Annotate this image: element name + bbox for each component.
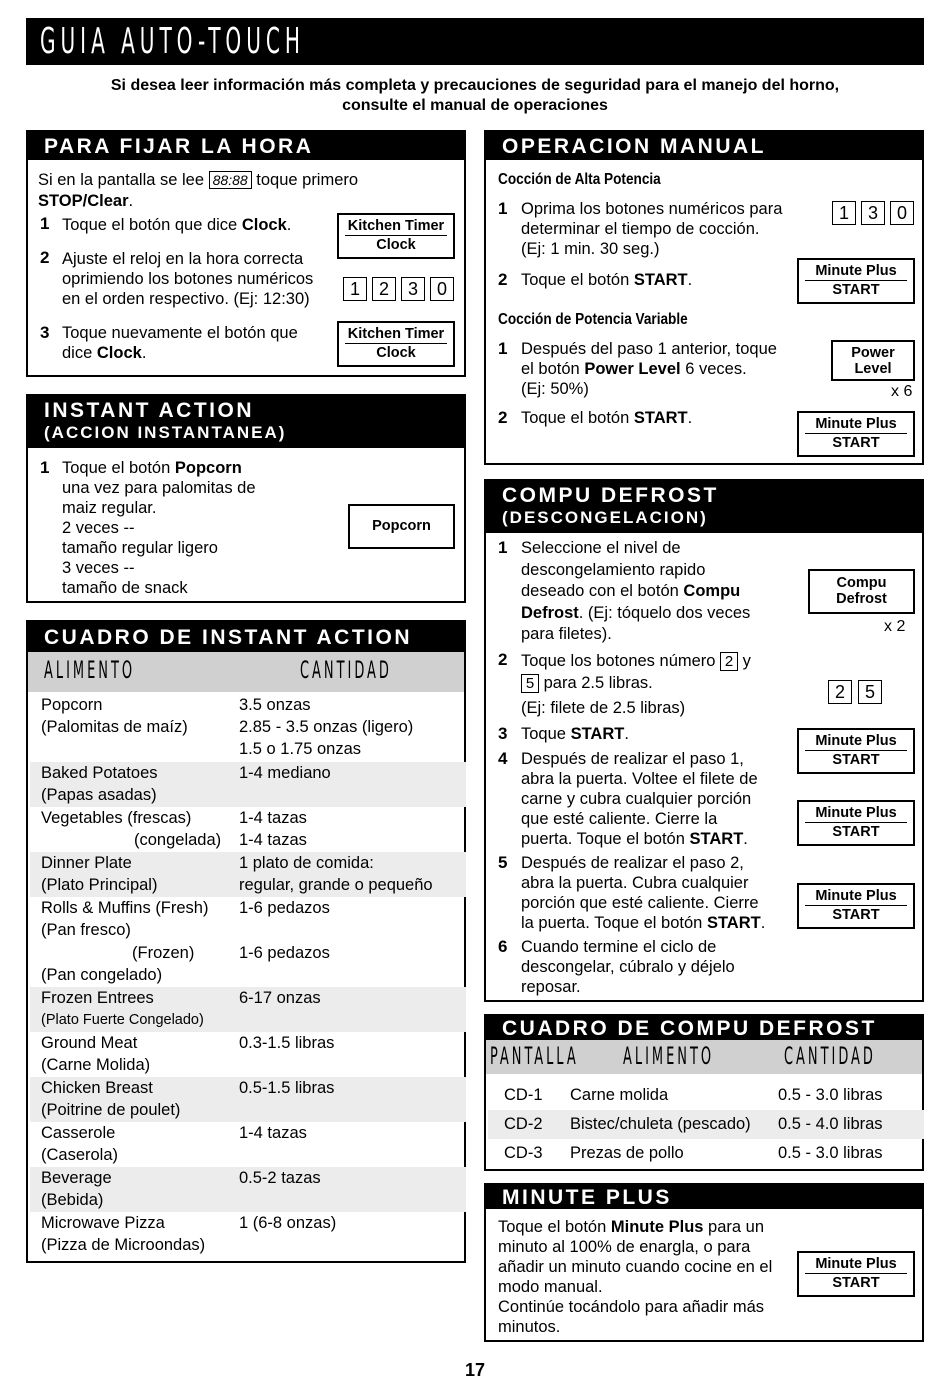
compu-label: Compu	[683, 582, 741, 601]
instant-l7: tamaño de snack	[62, 579, 188, 597]
food-name-es: (Pan congelado)	[41, 966, 163, 984]
step-number: 5	[498, 853, 508, 872]
manual-operation-section	[484, 130, 924, 465]
manual-s1-l1: Oprima los botones numéricos para	[521, 200, 783, 218]
inline-key-2: 2	[720, 652, 738, 671]
food-name: Dinner Plate	[41, 854, 132, 872]
manual-v2-text: Toque el botón	[521, 409, 630, 427]
kitchen-timer-clock-button[interactable]	[337, 213, 455, 259]
power-level-label: Power Level	[584, 360, 681, 378]
press-count: x 2	[884, 618, 906, 635]
defrost-s5-l2: abra la puerta. Cubra cualquier	[521, 874, 749, 892]
table-row	[30, 987, 466, 1032]
instant-l2: una vez para palomitas de	[62, 479, 256, 497]
food-name: (Frozen)	[132, 944, 195, 962]
defrost-s3-text: Toque	[521, 725, 566, 743]
clock-step3: Toque nuevamente el botón que dice Clock.	[62, 324, 298, 362]
popcorn-button[interactable]: Popcorn	[348, 504, 455, 549]
step-number: 6	[498, 937, 508, 956]
manual-s1-l3: (Ej: 1 min. 30 seg.)	[521, 240, 660, 258]
cd-code: CD-3	[504, 1144, 543, 1162]
instant-action-header	[28, 396, 464, 448]
button-top-label: Minute Plus	[805, 804, 907, 823]
number-key-0[interactable]: 0	[430, 277, 454, 301]
button-bottom-label: START	[832, 824, 880, 840]
manual-v1-l2: el botón	[521, 360, 580, 378]
press-count: x 6	[891, 383, 913, 400]
table-row	[488, 1081, 924, 1110]
instant-step1	[62, 458, 256, 598]
quantity: 1-4 tazas	[239, 1124, 307, 1142]
quantity: 0.3-1.5 libras	[239, 1034, 335, 1052]
button-bottom-label: START	[832, 752, 880, 768]
quantity: 1.5 o 1.75 onzas	[239, 740, 362, 758]
step-number: 1	[498, 339, 508, 358]
food-name-es: (Caserola)	[41, 1146, 119, 1164]
food-name-es: (congelada)	[134, 831, 222, 849]
defrost-step5: Después de realizar el paso 2, abra la puerta. Cubra cualquier porción que esté caliente. Cierre la puerta. Toque el botón START.	[521, 854, 766, 932]
step-number: 1	[498, 538, 508, 557]
defrost-s2-y: y	[742, 652, 751, 670]
clock-label: Clock	[96, 344, 142, 362]
table-row	[488, 1139, 924, 1168]
defrost-step4: Después de realizar el paso 1, abra la puerta. Voltee el filete de carne y cubra cualquier porción que esté caliente. Cierre la puerta. Toque el botón START.	[521, 750, 758, 848]
cd-qty: 0.5 - 3.0 libras	[778, 1086, 883, 1104]
clock-step2-l2: oprimiendo los botones numéricos	[62, 270, 314, 288]
step-number: 2	[498, 408, 508, 427]
defrost-s4-l4: que esté caliente. Cierre la	[521, 810, 718, 828]
manual-sec1-title: Cocción de Alta Potencia	[498, 171, 661, 188]
instant-l1: Toque el botón	[62, 459, 171, 477]
start-label: START	[689, 830, 744, 848]
button-top-label: Compu	[836, 575, 887, 591]
instant-l3: maiz regular.	[62, 499, 157, 517]
number-key-3[interactable]: 3	[861, 201, 885, 225]
food-name: Rolls & Muffins (Fresh)	[41, 899, 209, 917]
cd-code: CD-1	[504, 1086, 543, 1104]
button-bottom-label: START	[832, 435, 880, 451]
clock-step2-l1: Ajuste el reloj en la hora correcta	[62, 250, 304, 268]
power-level-button[interactable]	[831, 340, 915, 381]
food-name-es: (Pizza de Microondas)	[41, 1236, 206, 1254]
clock-intro	[38, 170, 358, 190]
mp-l1c: para un	[708, 1218, 765, 1236]
mp-l4: modo manual.	[498, 1278, 603, 1296]
food-name-es: (Papas asadas)	[41, 786, 157, 804]
defrost-step6	[521, 937, 735, 997]
manual-step1	[521, 199, 782, 259]
step-number: 3	[40, 323, 50, 342]
manual-var-step1	[521, 339, 777, 399]
table-row	[30, 1077, 466, 1122]
manual-var-step2: Toque el botón START.	[521, 409, 693, 427]
quantity: 0.5-1.5 libras	[239, 1079, 335, 1097]
defrost-step1	[521, 538, 750, 646]
mp-l5: Continúe tocándolo para añadir más	[498, 1298, 765, 1316]
table-row	[30, 897, 466, 987]
minute-plus-start-button[interactable]	[797, 258, 915, 304]
clock-step2-l3: en el orden respectivo. (Ej: 12:30)	[62, 290, 310, 308]
food-name: Chicken Breast	[41, 1079, 153, 1097]
manual-v1-l2c: 6 veces.	[685, 360, 747, 378]
table-row	[30, 694, 466, 762]
mp-l2: minuto al 100% de enargla, o para	[498, 1238, 751, 1256]
cd-qty: 0.5 - 3.0 libras	[778, 1144, 883, 1162]
button-top-label: Power	[851, 345, 895, 361]
button-top-label: Minute Plus	[805, 1255, 907, 1274]
clock-section	[26, 130, 466, 377]
step-number: 1	[498, 199, 508, 218]
instant-action-title: INSTANT ACTION	[44, 399, 254, 422]
number-key-1[interactable]: 1	[832, 201, 856, 225]
minute-plus-start-button[interactable]	[797, 800, 915, 846]
button-bottom-label: START	[832, 907, 880, 923]
button-top-label: Minute Plus	[805, 732, 907, 751]
clock-intro-text: Si en la pantalla se lee	[38, 171, 205, 189]
defrost-s1-l4: . (Ej: tóquelo dos veces	[578, 603, 751, 622]
clock-step3-l1: Toque nuevamente el botón que	[62, 324, 298, 342]
defrost-s6-l1: Cuando termine el ciclo de	[521, 938, 717, 956]
table-row	[30, 1212, 466, 1257]
number-key-2[interactable]: 2	[828, 680, 852, 704]
table-row	[30, 807, 466, 852]
button-top-label: Kitchen Timer	[345, 325, 447, 344]
minute-plus-start-button[interactable]	[797, 1251, 915, 1297]
button-top-label: Kitchen Timer	[345, 217, 447, 236]
step-number: 2	[498, 650, 508, 669]
quantity: 1-4 mediano	[239, 764, 331, 782]
stop-clear-label: STOP/Clear	[38, 192, 129, 210]
start-label: START	[706, 914, 761, 932]
clock-header: PARA FIJAR LA HORA	[28, 132, 464, 160]
defrost-label: Defrost	[521, 603, 579, 622]
defrost-s6-l3: reposar.	[521, 978, 581, 996]
table-row	[30, 1122, 466, 1167]
button-bottom-label: Defrost	[836, 591, 887, 607]
instant-l4: 2 veces --	[62, 519, 135, 537]
step-number: 1	[40, 458, 50, 477]
quantity: 2.85 - 3.5 onzas (ligero)	[239, 718, 414, 736]
defrost-s1-l2: descongelamiento rapido	[521, 560, 706, 579]
food-name-es: (Plato Fuerte Congelado)	[41, 1012, 204, 1028]
minute-plus-label: Minute Plus	[610, 1218, 704, 1236]
col-alimento: ALIMENTO	[623, 1042, 715, 1070]
food-name-es: (Bebida)	[41, 1191, 104, 1209]
clock-intro-stop: STOP/Clear.	[38, 192, 134, 210]
clock-step1-text: Toque el botón que dice	[62, 216, 238, 234]
button-top-label: Minute Plus	[805, 415, 907, 434]
step-number: 1	[40, 214, 50, 233]
step-number: 2	[498, 270, 508, 289]
quantity: 0.5-2 tazas	[239, 1169, 321, 1187]
cd-food: Carne molida	[570, 1086, 669, 1104]
col-pantalla: PANTALLA	[490, 1042, 579, 1070]
col-cantidad: CANTIDAD	[300, 656, 392, 684]
quantity: regular, grande o pequeño	[239, 876, 433, 894]
table-column-header	[28, 652, 464, 692]
instant-action-subtitle: (ACCION INSTANTANEA)	[44, 423, 287, 442]
food-name-es: (Plato Principal)	[41, 876, 158, 894]
table-row	[30, 852, 466, 897]
table-row	[30, 1167, 466, 1212]
inline-key-5: 5	[521, 674, 539, 693]
button-bottom-label: START	[832, 1275, 880, 1291]
mp-l3: añadir un minuto cuando cocine en el	[498, 1258, 773, 1276]
food-name: Baked Potatoes	[41, 764, 158, 782]
button-bottom-label: START	[832, 282, 880, 298]
defrost-s2-l3: (Ej: filete de 2.5 libras)	[521, 699, 686, 717]
cd-column-header	[486, 1040, 922, 1074]
minute-plus-start-button[interactable]	[797, 883, 915, 929]
food-name: Ground Meat	[41, 1034, 138, 1052]
quantity: 3.5 onzas	[239, 696, 311, 714]
defrost-step3: Toque START.	[521, 725, 629, 743]
food-name-es: (Palomitas de maíz)	[41, 718, 188, 736]
minute-plus-text	[498, 1217, 772, 1337]
clock-step1: Toque el botón que dice Clock.	[62, 216, 292, 234]
manual-step2: Toque el botón START.	[521, 271, 693, 289]
button-top-label: Minute Plus	[805, 262, 907, 281]
mp-l6: minutos.	[498, 1318, 561, 1336]
food-name-es: (Pan fresco)	[41, 921, 131, 939]
subtitle	[26, 76, 924, 116]
instant-l5: tamaño regular ligero	[62, 539, 218, 557]
manual-header: OPERACION MANUAL	[486, 132, 922, 160]
minute-plus-start-button[interactable]	[797, 728, 915, 774]
step-number: 4	[498, 749, 508, 768]
compu-defrost-table	[484, 1014, 924, 1171]
mp-l1: Toque el botón	[498, 1218, 607, 1236]
button-bottom-label: Level	[854, 361, 892, 377]
defrost-s4-l1: Después de realizar el paso 1,	[521, 750, 744, 768]
defrost-title: COMPU DEFROST	[502, 484, 719, 507]
cd-code: CD-2	[504, 1115, 543, 1133]
cd-qty: 0.5 - 4.0 libras	[778, 1115, 883, 1133]
quantity: 1-6 pedazos	[239, 899, 330, 917]
number-key-3[interactable]: 3	[401, 277, 425, 301]
instant-action-section	[26, 394, 466, 603]
start-label: START	[633, 271, 688, 289]
number-key-2[interactable]: 2	[372, 277, 396, 301]
food-name: Casserole	[41, 1124, 116, 1142]
page-title: GUIA AUTO-TOUCH	[40, 21, 305, 62]
instant-action-table	[26, 620, 466, 1263]
defrost-s4-l5: puerta. Toque el botón	[521, 830, 685, 848]
food-name: Vegetables (frescas)	[41, 809, 192, 827]
food-name: Beverage	[41, 1169, 112, 1187]
food-name-es: (Poitrine de poulet)	[41, 1101, 181, 1119]
food-name: Microwave Pizza	[41, 1214, 165, 1232]
quantity: 6-17 onzas	[239, 989, 321, 1007]
manual-s2-text: Toque el botón	[521, 271, 630, 289]
food-name-es: (Carne Molida)	[41, 1056, 151, 1074]
manual-sec2-title: Cocción de Potencia Variable	[498, 311, 688, 328]
start-label: START	[570, 725, 625, 743]
manual-v1-l1: Después del paso 1 anterior, toque	[521, 340, 777, 358]
quantity: 1 plato de comida:	[239, 854, 374, 872]
page-number: 17	[464, 1360, 486, 1377]
col-cantidad: CANTIDAD	[784, 1042, 876, 1070]
defrost-s5-l3: porción que esté caliente. Cierre	[521, 894, 759, 912]
defrost-s4-l2: abra la puerta. Voltee el filete de	[521, 770, 758, 788]
clock-label: Clock	[241, 216, 287, 234]
defrost-s5-l4: la puerta. Toque el botón	[521, 914, 703, 932]
defrost-s4-l3: carne y cubra cualquier porción	[521, 790, 752, 808]
cd-table-header: CUADRO DE COMPU DEFROST	[486, 1016, 922, 1040]
manual-s1-l2: determinar el tiempo de cocción.	[521, 220, 760, 238]
popcorn-label: Popcorn	[174, 459, 242, 477]
cd-food: Prezas de pollo	[570, 1144, 684, 1162]
button-top-label: Minute Plus	[805, 887, 907, 906]
compu-defrost-button[interactable]	[808, 569, 915, 614]
minute-plus-section	[484, 1183, 924, 1342]
step-number: 2	[40, 248, 50, 267]
clock-step2	[62, 249, 313, 309]
minute-plus-header: MINUTE PLUS	[486, 1185, 922, 1209]
defrost-s1-l3: deseado con el botón	[521, 582, 679, 601]
number-key-0[interactable]: 0	[890, 201, 914, 225]
defrost-header	[486, 481, 922, 533]
quantity: 1-4 tazas	[239, 809, 307, 827]
table-row	[30, 1032, 466, 1077]
col-alimento: ALIMENTO	[44, 656, 136, 684]
cd-food: Bistec/chuleta (pescado)	[570, 1115, 751, 1133]
clock-step3-l2: dice	[62, 344, 93, 362]
table-row	[488, 1110, 924, 1139]
defrost-s1-l1: Seleccione el nivel de	[521, 539, 681, 557]
food-name: Frozen Entrees	[41, 989, 154, 1007]
button-bottom-label: Clock	[376, 345, 416, 361]
quantity: 1-6 pedazos	[239, 944, 330, 962]
button-bottom-label: Clock	[376, 237, 416, 253]
food-name: Popcorn	[41, 696, 103, 714]
subtitle-line: Si desea leer información más completa y precauciones de seguridad para el manejo del horno,	[110, 77, 840, 94]
manual-v1-l3: (Ej: 50%)	[521, 380, 589, 398]
defrost-s2-l2: para 2.5 libras.	[543, 674, 653, 692]
number-key-1[interactable]: 1	[343, 277, 367, 301]
table-row	[30, 762, 466, 807]
number-key-5[interactable]: 5	[858, 680, 882, 704]
kitchen-timer-clock-button[interactable]	[337, 321, 455, 367]
defrost-s1-l5: para filetes).	[521, 625, 612, 644]
compu-defrost-section	[484, 479, 924, 1002]
defrost-step2	[521, 650, 751, 719]
defrost-subtitle: (DESCONGELACION)	[502, 508, 708, 527]
quantity: 1 (6-8 onzas)	[239, 1214, 337, 1232]
clock-display: 88:88	[209, 171, 252, 189]
page-banner	[26, 18, 924, 65]
minute-plus-start-button[interactable]	[797, 411, 915, 457]
instant-l6: 3 veces --	[62, 559, 135, 577]
clock-intro-text2: toque primero	[256, 171, 359, 189]
defrost-s6-l2: descongelar, cúbralo y déjelo	[521, 958, 735, 976]
instant-table-header: CUADRO DE INSTANT ACTION	[28, 622, 464, 652]
step-number: 3	[498, 724, 508, 743]
start-label: START	[633, 409, 688, 427]
defrost-s5-l1: Después de realizar el paso 2,	[521, 854, 744, 872]
quantity: 1-4 tazas	[239, 831, 307, 849]
subtitle-line: consulte el manual de operaciones	[342, 97, 608, 114]
defrost-s2-l1: Toque los botones número	[521, 652, 716, 670]
